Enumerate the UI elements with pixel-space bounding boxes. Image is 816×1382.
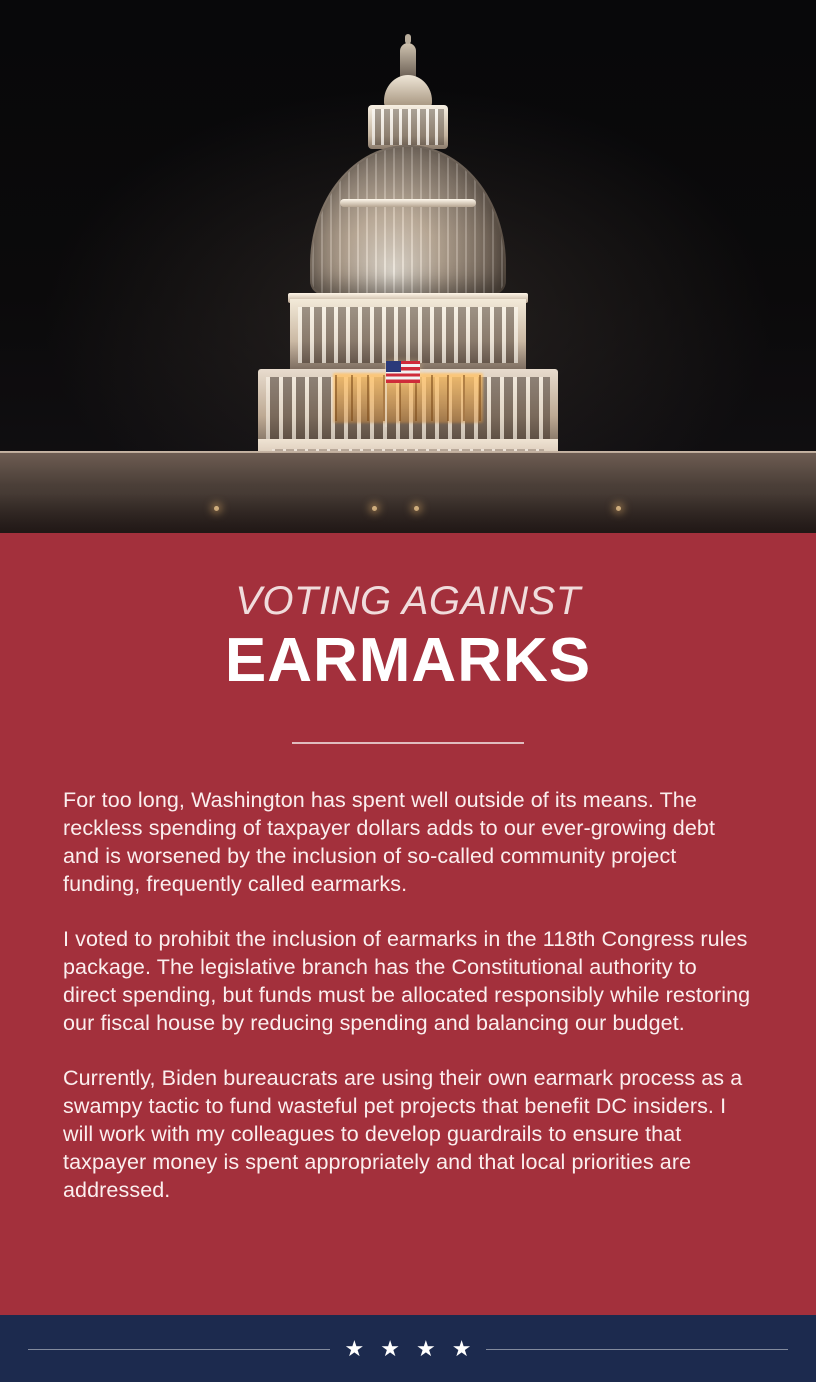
dome-ribs <box>312 147 504 293</box>
page-title: EARMARKS <box>224 626 592 695</box>
dome-cupola <box>384 75 432 107</box>
body-copy <box>63 786 753 1204</box>
body-paragraph: I voted to prohibit the inclusion of earmarks in the 118th Congress rules package. The legislative branch has the Constitutional authority to direct spending, but funds must be allocated responsibly while restoring our fiscal house by reducing spending and balancing our budget. <box>63 927 751 1036</box>
content-panel <box>0 533 816 1315</box>
star-icon: ★ <box>451 1335 472 1361</box>
star-icon: ★ <box>416 1335 436 1361</box>
dome-drum-columns <box>298 307 518 363</box>
star-icon: ★ <box>380 1335 400 1361</box>
footer-bar <box>0 1315 816 1382</box>
ground-shadow <box>0 493 816 533</box>
body-paragraph: For too long, Washington has spent well outside of its means. The reckless spending of taxpayer dollars adds to our ever-growing debt and is worsened by the inclusion of so-called community project funding, frequently called earmarks. <box>63 788 716 897</box>
us-flag-icon <box>386 361 420 383</box>
star-icon: ★ <box>344 1335 365 1361</box>
headline-block <box>0 533 816 744</box>
body-paragraph: Currently, Biden bureaucrats are using their own earmark process as a swampy tactic to fund wasteful pet projects that benefit DC insiders. I will work with my colleagues to develop guardrails to ensure that taxpayer money is spent appropriately and that local priorities are addressed. <box>63 1066 743 1203</box>
statue-of-freedom <box>400 43 416 77</box>
footer-rule-right <box>486 1349 788 1350</box>
footer-rule-left <box>28 1349 330 1350</box>
headline-divider <box>292 742 524 744</box>
dome-band <box>340 199 476 207</box>
hero-image-capitol <box>0 0 816 533</box>
footer-stars <box>344 1335 472 1361</box>
headline-kicker: VOTING AGAINST <box>235 579 581 623</box>
dome-tholos-columns <box>372 109 444 145</box>
